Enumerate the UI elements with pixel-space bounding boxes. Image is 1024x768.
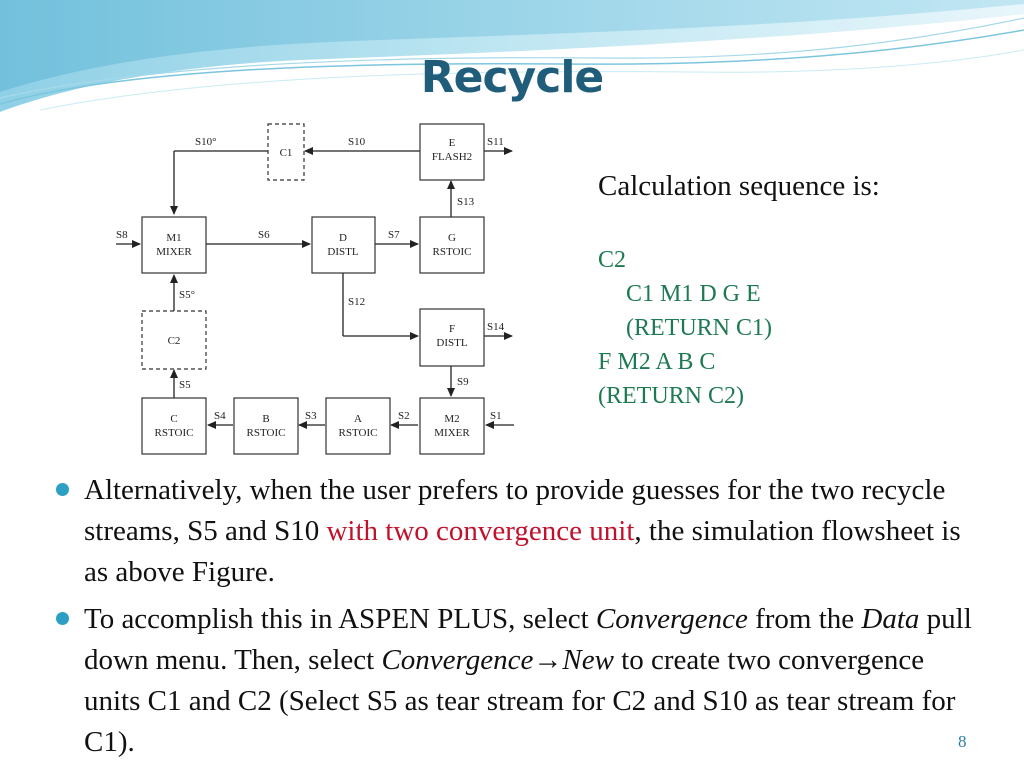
- bullet-dot-icon: [56, 483, 69, 496]
- bullet-list: [52, 470, 982, 768]
- block-a-type: RSTOIC: [338, 427, 378, 439]
- block-d-label: D: [339, 232, 347, 244]
- bullet-text: to create two convergence units C1 and C2 (Select S5 as tear stream for C2 and S10 as tear stream for C1).: [84, 644, 956, 758]
- calculation-sequence: [598, 170, 880, 413]
- block-e-type: FLASH2: [431, 151, 473, 163]
- slide-title: Recycle: [420, 52, 604, 103]
- block-b-label: B: [262, 413, 270, 425]
- block-b-type: RSTOIC: [246, 427, 286, 439]
- stream-s3-label: S3: [305, 410, 317, 422]
- stream-s2-label: S2: [398, 410, 410, 422]
- block-d: [312, 217, 375, 273]
- stream-s11-label: S11: [487, 136, 504, 148]
- block-c: [142, 398, 206, 454]
- stream-s13-label: S13: [457, 196, 475, 208]
- block-m2-label: M2: [444, 413, 460, 425]
- flowsheet-diagram: [100, 115, 520, 460]
- block-m2-type: MIXER: [434, 427, 470, 439]
- bullet-text: pull down menu. Then, select: [84, 603, 972, 676]
- block-c1-label: C1: [279, 147, 293, 159]
- block-a: [326, 398, 390, 454]
- block-m1-label: M1: [166, 232, 182, 244]
- block-m1-type: MIXER: [156, 246, 192, 258]
- italic-term: Convergence→New: [381, 644, 614, 676]
- block-c-label: C: [170, 413, 178, 425]
- block-c2-label: C2: [167, 335, 181, 347]
- stream-s8-label: S8: [116, 229, 128, 241]
- page-number: 8: [958, 732, 967, 751]
- stream-s10-label: S10: [348, 136, 366, 148]
- bullet-text: , the simulation flowsheet is as above Figure.: [84, 515, 961, 588]
- bullet-dot-icon: [56, 612, 69, 625]
- sequence-line: C2: [598, 247, 627, 273]
- stream-s4-label: S4: [214, 410, 226, 422]
- stream-s1-label: S1: [490, 410, 502, 422]
- block-m1: [142, 217, 206, 273]
- bullet-text: Alternatively, when the user prefers to provide guesses for the two recycle streams, S5 and S10: [84, 474, 946, 547]
- block-g-label: G: [448, 232, 456, 244]
- italic-term: Convergence: [595, 603, 748, 635]
- block-g-type: RSTOIC: [432, 246, 472, 258]
- block-e-label: E: [448, 137, 456, 149]
- block-c-type: RSTOIC: [154, 427, 194, 439]
- sequence-heading: Calculation sequence is:: [598, 170, 880, 202]
- block-m2: [420, 398, 484, 454]
- stream-s9-label: S9: [457, 376, 469, 388]
- bullet-item: [52, 599, 982, 763]
- stream-s6-label: S6: [258, 229, 270, 241]
- block-b: [234, 398, 298, 454]
- block-f-label: F: [448, 323, 456, 335]
- block-g: [420, 217, 484, 273]
- stream-s5o-label: S5°: [179, 289, 196, 301]
- stream-s12-label: S12: [348, 296, 366, 308]
- bullet-text: To accomplish this in ASPEN PLUS, select: [84, 603, 596, 635]
- bullet-item: [52, 470, 982, 593]
- sequence-line: C1 M1 D G E: [626, 281, 761, 307]
- italic-term: Data: [861, 603, 920, 635]
- sequence-line: (RETURN C1): [626, 315, 772, 341]
- stream-s5-label: S5: [179, 379, 191, 391]
- block-a-label: A: [354, 413, 362, 425]
- sequence-line: (RETURN C2): [598, 383, 744, 409]
- highlighted-text: with two convergence unit: [326, 515, 635, 547]
- stream-s7-label: S7: [388, 229, 400, 241]
- block-d-type: DISTL: [327, 246, 359, 258]
- sequence-line: F M2 A B C: [598, 349, 716, 375]
- stream-s14-label: S14: [487, 321, 505, 333]
- block-f-type: DISTL: [436, 337, 468, 349]
- stream-s10o-label: S10°: [195, 136, 217, 148]
- bullet-text: from the: [747, 603, 862, 635]
